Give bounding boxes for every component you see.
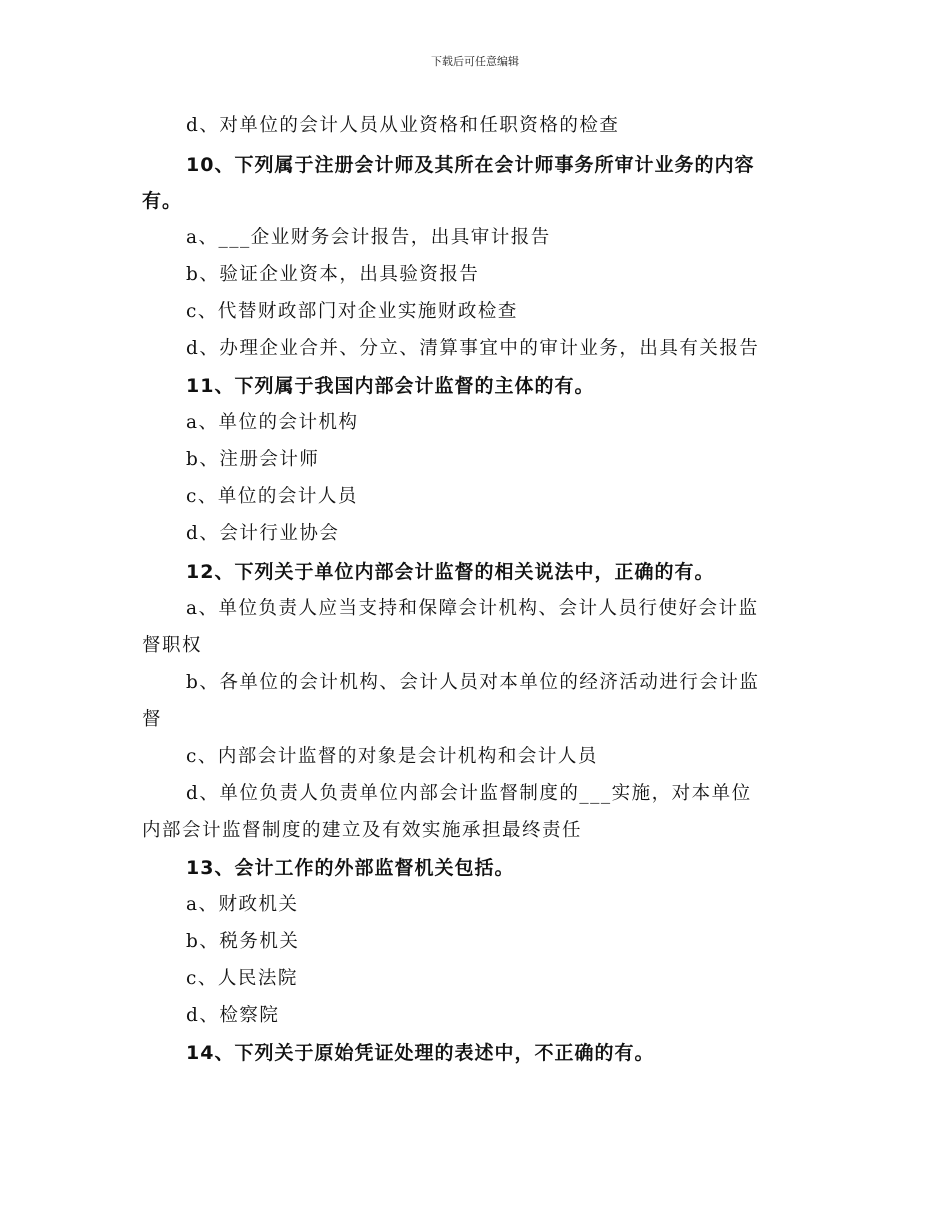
question-line: 13、会计工作的外部监督机关包括。 [186, 857, 515, 879]
text-line: d、单位负责人负责单位内部会计监督制度的___实施，对本单位 [186, 783, 752, 804]
text-line: c、代替财政部门对企业实施财政检查 [186, 301, 518, 322]
text-line: c、人民法院 [186, 968, 298, 989]
text-line: a、单位负责人应当支持和保障会计机构、会计人员行使好会计监 [186, 598, 759, 619]
text-line: d、对单位的会计人员从业资格和任职资格的检查 [186, 115, 620, 136]
text-line: b、验证企业资本，出具验资报告 [186, 264, 480, 285]
text-line: d、办理企业合并、分立、清算事宜中的审计业务，出具有关报告 [186, 338, 760, 359]
text-line: 督职权 [142, 635, 203, 656]
page-header: 下载后可任意编辑 [431, 55, 519, 68]
text-line: a、___企业财务会计报告，出具审计报告 [186, 227, 551, 248]
question-line: 12、下列关于单位内部会计监督的相关说法中，正确的有。 [186, 561, 715, 583]
text-line: b、税务机关 [186, 931, 300, 952]
text-line: a、单位的会计机构 [186, 412, 359, 433]
question-line: 11、下列属于我国内部会计监督的主体的有。 [186, 375, 595, 397]
text-line: c、内部会计监督的对象是会计机构和会计人员 [186, 746, 598, 767]
question-line: 有。 [142, 190, 183, 212]
text-line: b、各单位的会计机构、会计人员对本单位的经济活动进行会计监 [186, 672, 760, 693]
text-line: 督 [142, 709, 163, 730]
text-line: d、检察院 [186, 1005, 280, 1026]
text-line: a、财政机关 [186, 894, 299, 915]
text-line: d、会计行业协会 [186, 523, 340, 544]
question-line: 14、下列关于原始凭证处理的表述中，不正确的有。 [186, 1042, 655, 1064]
question-line: 10、下列属于注册会计师及其所在会计师事务所审计业务的内容 [186, 154, 755, 176]
text-line: b、注册会计师 [186, 449, 320, 470]
text-line: c、单位的会计人员 [186, 486, 358, 507]
text-line: 内部会计监督制度的建立及有效实施承担最终责任 [142, 820, 583, 841]
